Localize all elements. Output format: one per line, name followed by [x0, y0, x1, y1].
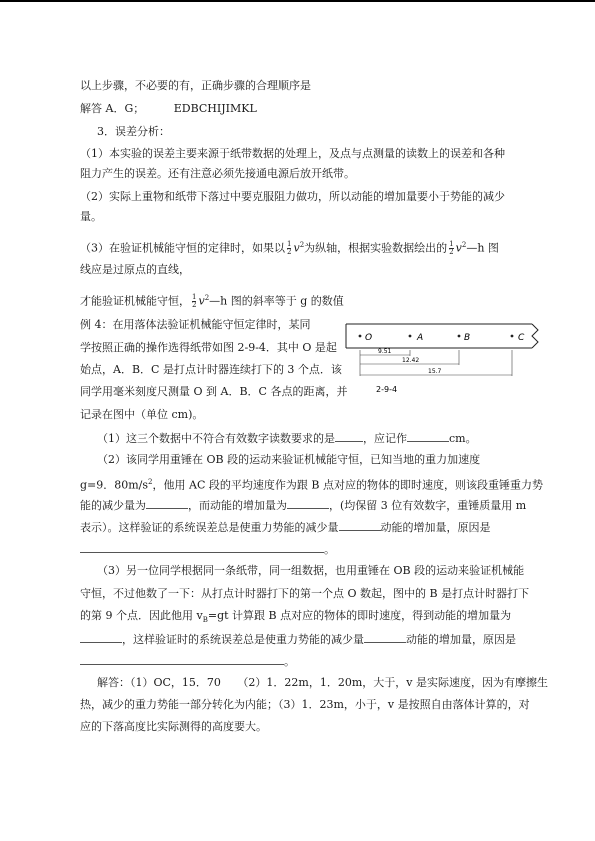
top-rule — [0, 0, 595, 2]
question-line — [80, 653, 295, 669]
text-fragment: —h 图的斜率等于 g 的数值 — [209, 294, 344, 308]
text-fragment: 动能的增加量，原因是 — [406, 633, 516, 646]
formula-numerator: 1 — [192, 293, 197, 302]
tape-dot — [409, 335, 412, 338]
text-line — [80, 291, 344, 309]
text-fragment: 能的减少量为 — [80, 499, 146, 512]
answer-label: 解答 A．G； — [80, 102, 145, 115]
formula-var: v — [293, 241, 300, 255]
answer-blank[interactable] — [335, 430, 363, 442]
formula-denominator: 2 — [287, 248, 292, 257]
text-fragment: cm。 — [449, 432, 477, 445]
text-line: 量。 — [80, 210, 102, 223]
text-line: 阻力产生的误差。还有注意必须先接通电源后放开纸带。 — [80, 167, 355, 180]
text-fragment: ，应记作 — [363, 432, 407, 445]
question-line — [97, 430, 477, 446]
section-heading: 3．误差分析： — [97, 125, 170, 138]
question-line: （3）另一位同学根据同一条纸带，同一组数据，也用重锤在 OB 段的运动来验证机械能 — [97, 564, 525, 577]
text-fragment: —h 图 — [466, 241, 499, 255]
formula-numerator: 1 — [449, 240, 454, 249]
answer-blank[interactable] — [364, 631, 406, 643]
text-fragment: 的第 9 个点．因此他用 v — [80, 609, 203, 622]
formula-numerator: 1 — [287, 240, 292, 249]
point-label-a: A — [417, 333, 424, 343]
solution-line: 热，减少的重力势能一部分转化为内能；（3）1．23m，小于，v 是按照自由落体计算的，对 — [80, 698, 530, 711]
text-line: （1）本实验的误差主要来源于纸带数据的处理上，及点与点测量的读数上的误差和各种 — [80, 147, 505, 160]
answer-blank[interactable] — [80, 541, 324, 553]
text-fragment: 动能的增加量，原因是 — [380, 521, 491, 534]
text-line — [80, 238, 499, 256]
tape-torn-edge — [532, 324, 538, 348]
example-text: 记录在图中（单位 cm)。 — [80, 408, 204, 421]
example-text: 学按照正确的操作选得纸带如图 2-9-4．其中 O 是起 — [80, 341, 337, 354]
question-line — [80, 519, 491, 535]
text-line: 以上步骤，不必要的有，正确步骤的合理顺序是 — [80, 79, 311, 92]
text-fragment: 表示）。这样验证的系统误差总是使重力势能的减少量 — [80, 521, 339, 534]
text-fragment: B — [202, 616, 208, 625]
distance-oc: 15.7 — [428, 368, 442, 375]
answer-blank[interactable] — [339, 519, 381, 531]
paper-tape-figure — [342, 318, 547, 398]
formula-half-v-squared — [287, 241, 291, 256]
solution-line: 解答：（1）OC，15．70 （2）1．22m，1．20m，大于，v 是实际速度，因为有摩擦生 — [97, 676, 548, 689]
text-fragment: 2 — [148, 478, 153, 486]
formula-var: v — [455, 241, 462, 255]
distance-oa: 9.51 — [378, 348, 392, 355]
answer-blank[interactable] — [80, 653, 284, 665]
point-label-c: C — [518, 333, 525, 343]
question-line — [80, 631, 516, 647]
text-fragment: g=9．80m/s — [80, 478, 149, 492]
formula-half-v-squared — [449, 241, 453, 256]
answer-blank[interactable] — [407, 430, 449, 442]
text-line: （2）实际上重物和纸带下落过中要克服阻力做功，所以动能的增加量要小于势能的减少 — [80, 190, 505, 203]
answer-blank[interactable] — [287, 497, 329, 509]
formula-var: v — [198, 294, 205, 308]
figure-caption: 2-9-4 — [376, 385, 398, 394]
text-fragment: ，而动能的增加量为 — [188, 499, 287, 512]
formula-power: 2 — [461, 241, 467, 249]
question-line: 守恒，不过他数了一下：从打点计时器打下的第一个点 O 数起，图中的 B 是打点计时器打下 — [80, 587, 530, 600]
solution-line: 应的下落高度比实际测得的高度要大。 — [80, 720, 267, 733]
formula-half-v-squared — [192, 294, 196, 309]
answer-blank[interactable] — [80, 631, 122, 643]
text-line: 线应是过原点的直线， — [80, 263, 190, 276]
distance-ob: 12.42 — [402, 357, 420, 364]
answer-blank[interactable] — [146, 497, 188, 509]
text-fragment: （3）在验证机械能守恒的定律时，如果以 — [80, 241, 285, 255]
point-label-o: O — [365, 333, 373, 343]
example-text: 始点，A．B．C 是打点计时器连续打下的 3 个点．该 — [80, 363, 342, 376]
question-line: （2）该同学用重锤在 OB 段的运动来验证机械能守恒，已知当地的重力加速度 — [97, 453, 481, 466]
tape-dot — [359, 335, 362, 338]
text-fragment: 。 — [324, 543, 335, 556]
text-fragment: ，这样验证时的系统误差总是使重力势能的减少量 — [122, 633, 364, 646]
answer-sequence: EDBCHIJIMKL — [173, 102, 257, 115]
formula-power: 2 — [299, 241, 305, 249]
formula-denominator: 2 — [192, 301, 197, 310]
formula-denominator: 2 — [449, 248, 454, 257]
question-line — [80, 475, 543, 493]
tape-dot — [511, 335, 514, 338]
text-line — [80, 102, 257, 116]
text-fragment: ，他用 AC 段的平均速度作为跟 B 点对应的物体的即时速度，则该段重锤重力势 — [152, 478, 543, 492]
question-line — [80, 609, 511, 627]
text-fragment: =gt 计算跟 B 点对应的物体的即时速度，得到动能的增加量为 — [207, 609, 512, 622]
text-fragment: 才能验证机械能守恒， — [80, 294, 190, 308]
question-line — [80, 541, 335, 557]
text-fragment: （1）这三个数据中不符合有效数字读数要求的是 — [97, 432, 335, 445]
text-fragment: 为纵轴，根据实验数据绘出的 — [304, 241, 448, 255]
point-label-b: B — [464, 333, 471, 343]
text-fragment: ，(均保留 3 位有效数字，重锤质量用 m — [329, 499, 527, 512]
tape-dot — [458, 335, 461, 338]
example-text: 同学用毫米刻度尺测量 O 到 A．B．C 各点的距离，并 — [80, 385, 348, 398]
question-line — [80, 497, 526, 513]
text-fragment: 。 — [284, 655, 295, 668]
formula-power: 2 — [204, 294, 210, 302]
example-text: 例 4：在用落体法验证机械能守恒定律时，某同 — [80, 318, 311, 331]
